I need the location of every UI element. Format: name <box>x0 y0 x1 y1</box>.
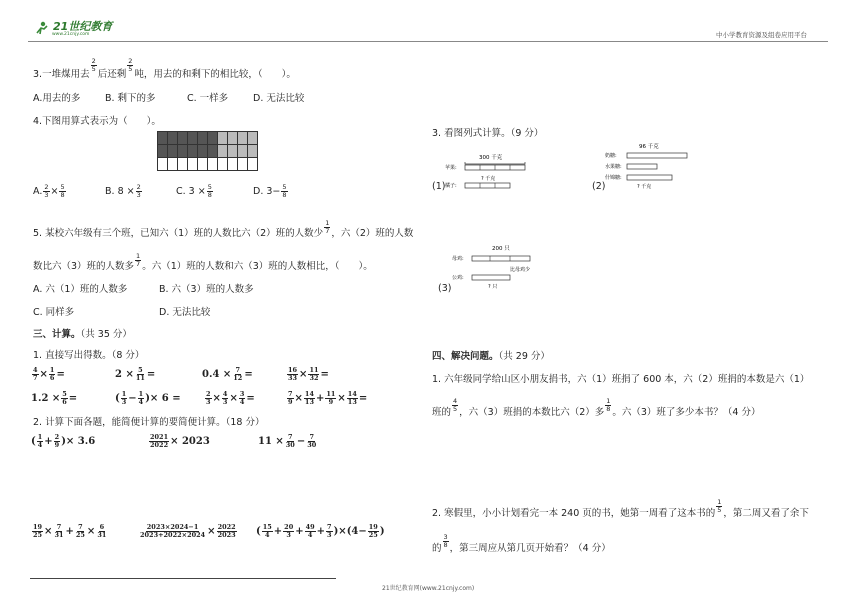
q5-option-a[interactable]: A. 六（1）班的人数多 <box>33 284 128 295</box>
c2-expr-5: $\frac{2023\times 2024-1}{2023+2022\times 2024}$ × $\frac{2022}{2023}$ <box>140 523 236 539</box>
header-rule <box>28 41 828 42</box>
c1-expr-3: 0.4 × $\frac{7}{12}$ = <box>202 366 253 382</box>
c2-expr-1: ( $\frac{1}{4}$ + $\frac{2}{9}$ )× 3.6 <box>31 433 96 449</box>
d3-row2-label: 公鸡: <box>452 275 464 281</box>
c1-expr-2: 2 × $\frac{5}{11}$ = <box>115 366 156 382</box>
diagram-2 <box>605 140 695 192</box>
c1-expr-6: ( $\frac{1}{3}$ − $\frac{1}{4}$ )× 6 = <box>115 390 181 406</box>
c1-expr-5: 1.2 × $\frac{5}{6}$ = <box>31 390 78 406</box>
p1-line1: 1. 六年级同学给山区小朋友捐书，六（1）班捐了 600 本，六（2）班捐的本数是六（1） <box>432 374 810 385</box>
section4-heading: 四、解决问题。（共 29 分） <box>432 351 550 362</box>
d1-bottom-label: ? 千克 <box>481 176 496 182</box>
q4-fraction-grid <box>157 131 258 171</box>
logo-text: 21世纪教育 <box>53 20 113 33</box>
diagram-1-number: (1) <box>432 181 446 192</box>
d3-bottom-label: ? 只 <box>488 284 498 290</box>
q3-option-c[interactable]: C. 一样多 <box>187 93 229 104</box>
q3-option-d[interactable]: D. 无法比较 <box>253 93 305 104</box>
q5-option-b[interactable]: B. 六（3）班的人数多 <box>159 284 254 295</box>
d2-row2-label: 水果糖: <box>605 164 622 170</box>
d3-top-label: 200 只 <box>492 246 510 252</box>
q4-option-a[interactable]: A. $\frac{2}{3}$ × $\frac{5}{8}$ <box>33 183 65 199</box>
q4-option-d[interactable]: D. 3− $\frac{5}{8}$ <box>253 183 287 199</box>
c1-title: 1. 直接写出得数。（8 分） <box>33 350 145 361</box>
p2-line1: 2. 寒假里，小小计划看完一本 240 页的书，她第一周看了这本书的 $\frac{1}{5}$ ，第二周又看了余下 <box>432 498 809 519</box>
d3-side-label: 比母鸡少 <box>510 267 531 273</box>
q4-option-c[interactable]: C. 3 × $\frac{5}{8}$ <box>176 183 212 199</box>
c2-expr-3: 11 × $\frac{7}{30}$ − $\frac{7}{30}$ <box>258 433 317 449</box>
q5-option-d[interactable]: D. 无法比较 <box>159 307 211 318</box>
diagram-2-number: (2) <box>592 181 606 192</box>
p2-line2: 的 $\frac{3}{8}$ ，第三周应从第几页开始看？（4 分） <box>432 533 611 554</box>
q4-option-b[interactable]: B. 8 × $\frac{2}{3}$ <box>105 183 141 199</box>
q4-text: 4.下图用算式表示为（ ）。 <box>33 116 161 127</box>
d3-row1-label: 母鸡: <box>452 256 464 262</box>
c2-title: 2. 计算下面各题，能简便计算的要简便计算。（18 分） <box>33 417 265 428</box>
d2-row3-label: 什锦糖: <box>605 175 622 181</box>
footer-rule <box>30 578 336 579</box>
r-q3-title: 3. 看图列式计算。（9 分） <box>432 128 544 139</box>
d2-top-label: 96 千克 <box>639 144 659 150</box>
c2-expr-2: $\frac{2021}{2022}$ × 2023 <box>150 433 210 449</box>
c1-expr-4: $\frac{16}{33}$ × $\frac{11}{32}$ = <box>288 366 329 382</box>
d1-row2-label: 橘子: <box>445 183 457 189</box>
d2-row1-label: 奶糖: <box>605 153 617 159</box>
d1-row1-label: 苹果: <box>445 165 457 171</box>
header-right-text: 中小学教育资源及组卷应用平台 <box>716 31 807 39</box>
c1-expr-1: $\frac{4}{7}$ × $\frac{1}{6}$ = <box>33 366 65 382</box>
logo-url: www.21cnjy.com <box>52 32 90 37</box>
p1-line2: 班的 $\frac{4}{5}$ ，六（3）班捐的本数比六（2）多 $\frac{1}{8}$ 。六（3）班了多少本书？（4 分） <box>432 397 761 418</box>
runner-logo-icon <box>34 20 50 36</box>
section3-heading: 三、计算。（共 35 分） <box>33 329 132 340</box>
q3-text: 3.一堆煤用去 $\frac{2}{5}$ 后还剩 $\frac{2}{5}$ 吨，用去的和剩下的相比较，（ ）。 <box>33 57 296 80</box>
c1-expr-7: $\frac{2}{3}$ × $\frac{4}{3}$ × $\frac{3}{4}$ = <box>206 390 255 406</box>
footer-text: 21世纪教育网(www.21cnjy.com) <box>382 585 475 592</box>
c2-expr-4: $\frac{19}{25}$ × $\frac{7}{31}$ + $\frac{7}{25}$ × $\frac{6}{31}$ <box>33 523 107 539</box>
q5-option-c[interactable]: C. 同样多 <box>33 307 75 318</box>
diagram-3 <box>452 242 552 292</box>
q3-option-a[interactable]: A.用去的多 <box>33 93 81 104</box>
c2-expr-6: ( $\frac{15}{4}$ + $\frac{20}{3}$ + $\frac{49}{4}$ + $\frac{7}{3}$ )×(4− $\frac{19}{25}$ ) <box>256 523 385 539</box>
q3-option-b[interactable]: B. 剩下的多 <box>105 93 156 104</box>
diagram-3-number: (3) <box>438 283 452 294</box>
d1-top-label: 300 千克 <box>479 155 503 161</box>
c1-expr-8: $\frac{7}{9}$ × $\frac{14}{13}$ + $\frac{11}{9}$ × $\frac{14}{13}$ = <box>288 390 368 406</box>
q5-line1: 5. 某校六年级有三个班，已知六（1）班的人数比六（2）班的人数少 $\frac{1}{7}$ ，六（2）班的人数 <box>33 219 414 239</box>
diagram-1 <box>445 150 565 195</box>
q5-line2: 数比六（3）班的人数多 $\frac{1}{7}$ 。六（1）班的人数和六（3）班的人数相比，（ ）。 <box>33 252 373 272</box>
d2-bottom-label: ? 千克 <box>637 184 652 190</box>
